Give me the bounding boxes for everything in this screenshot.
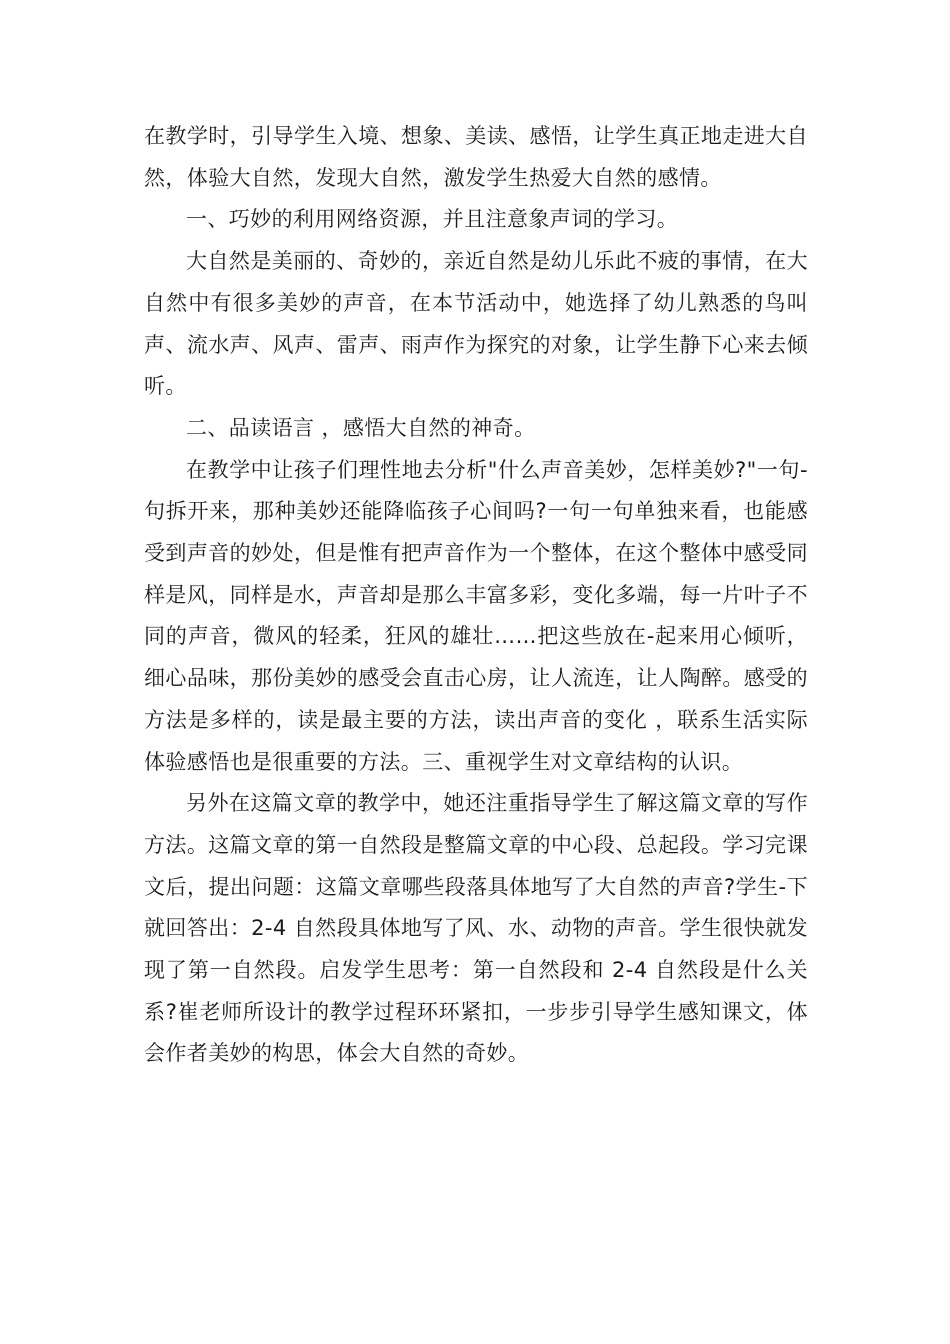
document-body — [144, 116, 808, 1075]
paragraph-continuation: 在教学时，引导学生入境、想象、美读、感悟，让学生真正地走进大自然，体验大自然，发现大自然，激发学生热爱大自然的感情。 — [144, 124, 808, 190]
paragraph-writing-method: 另外在这篇文章的教学中，她还注重指导学生了解这篇文章的写作方法。这篇文章的第一自然段是整篇文章的中心段、总起段。学习完课文后，提出问题：这篇文章哪些段落具体地写了大自然的声音?学生-下就回答出：2-4 自然段具体地写了风、水、动物的声音。学生很快就发现了第一自然段。启发学生思考：第一自然段和 2-4 自然段是什么关系?崔老师所设计的教学过程环环紧扣，一步步引导学生感知课文，体会作者美妙的构思，体会大自然的奇妙。 — [144, 791, 808, 1066]
paragraph-language-reading: 在教学中让孩子们理性地去分析"什么声音美妙，怎样美妙?"一句-句拆开来，那种美妙还能降临孩子心间吗?一句一句单独来看，也能感受到声音的妙处，但是惟有把声音作为一个整体，在这个整体中感受同样是风，同样是水，声音却是那么丰富多彩，变化多端，每一片叶子不同的声音，微风的轻柔，狂风的雄壮……把这些放在-起来用心倾听，细心品味，那份美妙的感受会直击心房，让人流连，让人陶醉。感受的方法是多样的，读是最主要的方法，读出声音的变化 ，联系生活实际体验感悟也是很重要的方法。三、重视学生对文章结构的认识。 — [144, 457, 808, 774]
section-heading-1: 一、巧妙的利用网络资源，并且注意象声词的学习。 — [186, 207, 679, 232]
paragraph-nature-sounds: 大自然是美丽的、奇妙的，亲近自然是幼儿乐此不疲的事情，在大自然中有很多美妙的声音，在本节活动中，她选择了幼儿熟悉的鸟叫声、流水声、风声、雷声、雨声作为探究的对象，让学生静下心来去倾听。 — [144, 249, 808, 399]
section-heading-2: 二、品读语言 ，感悟大自然的神奇。 — [186, 415, 536, 440]
